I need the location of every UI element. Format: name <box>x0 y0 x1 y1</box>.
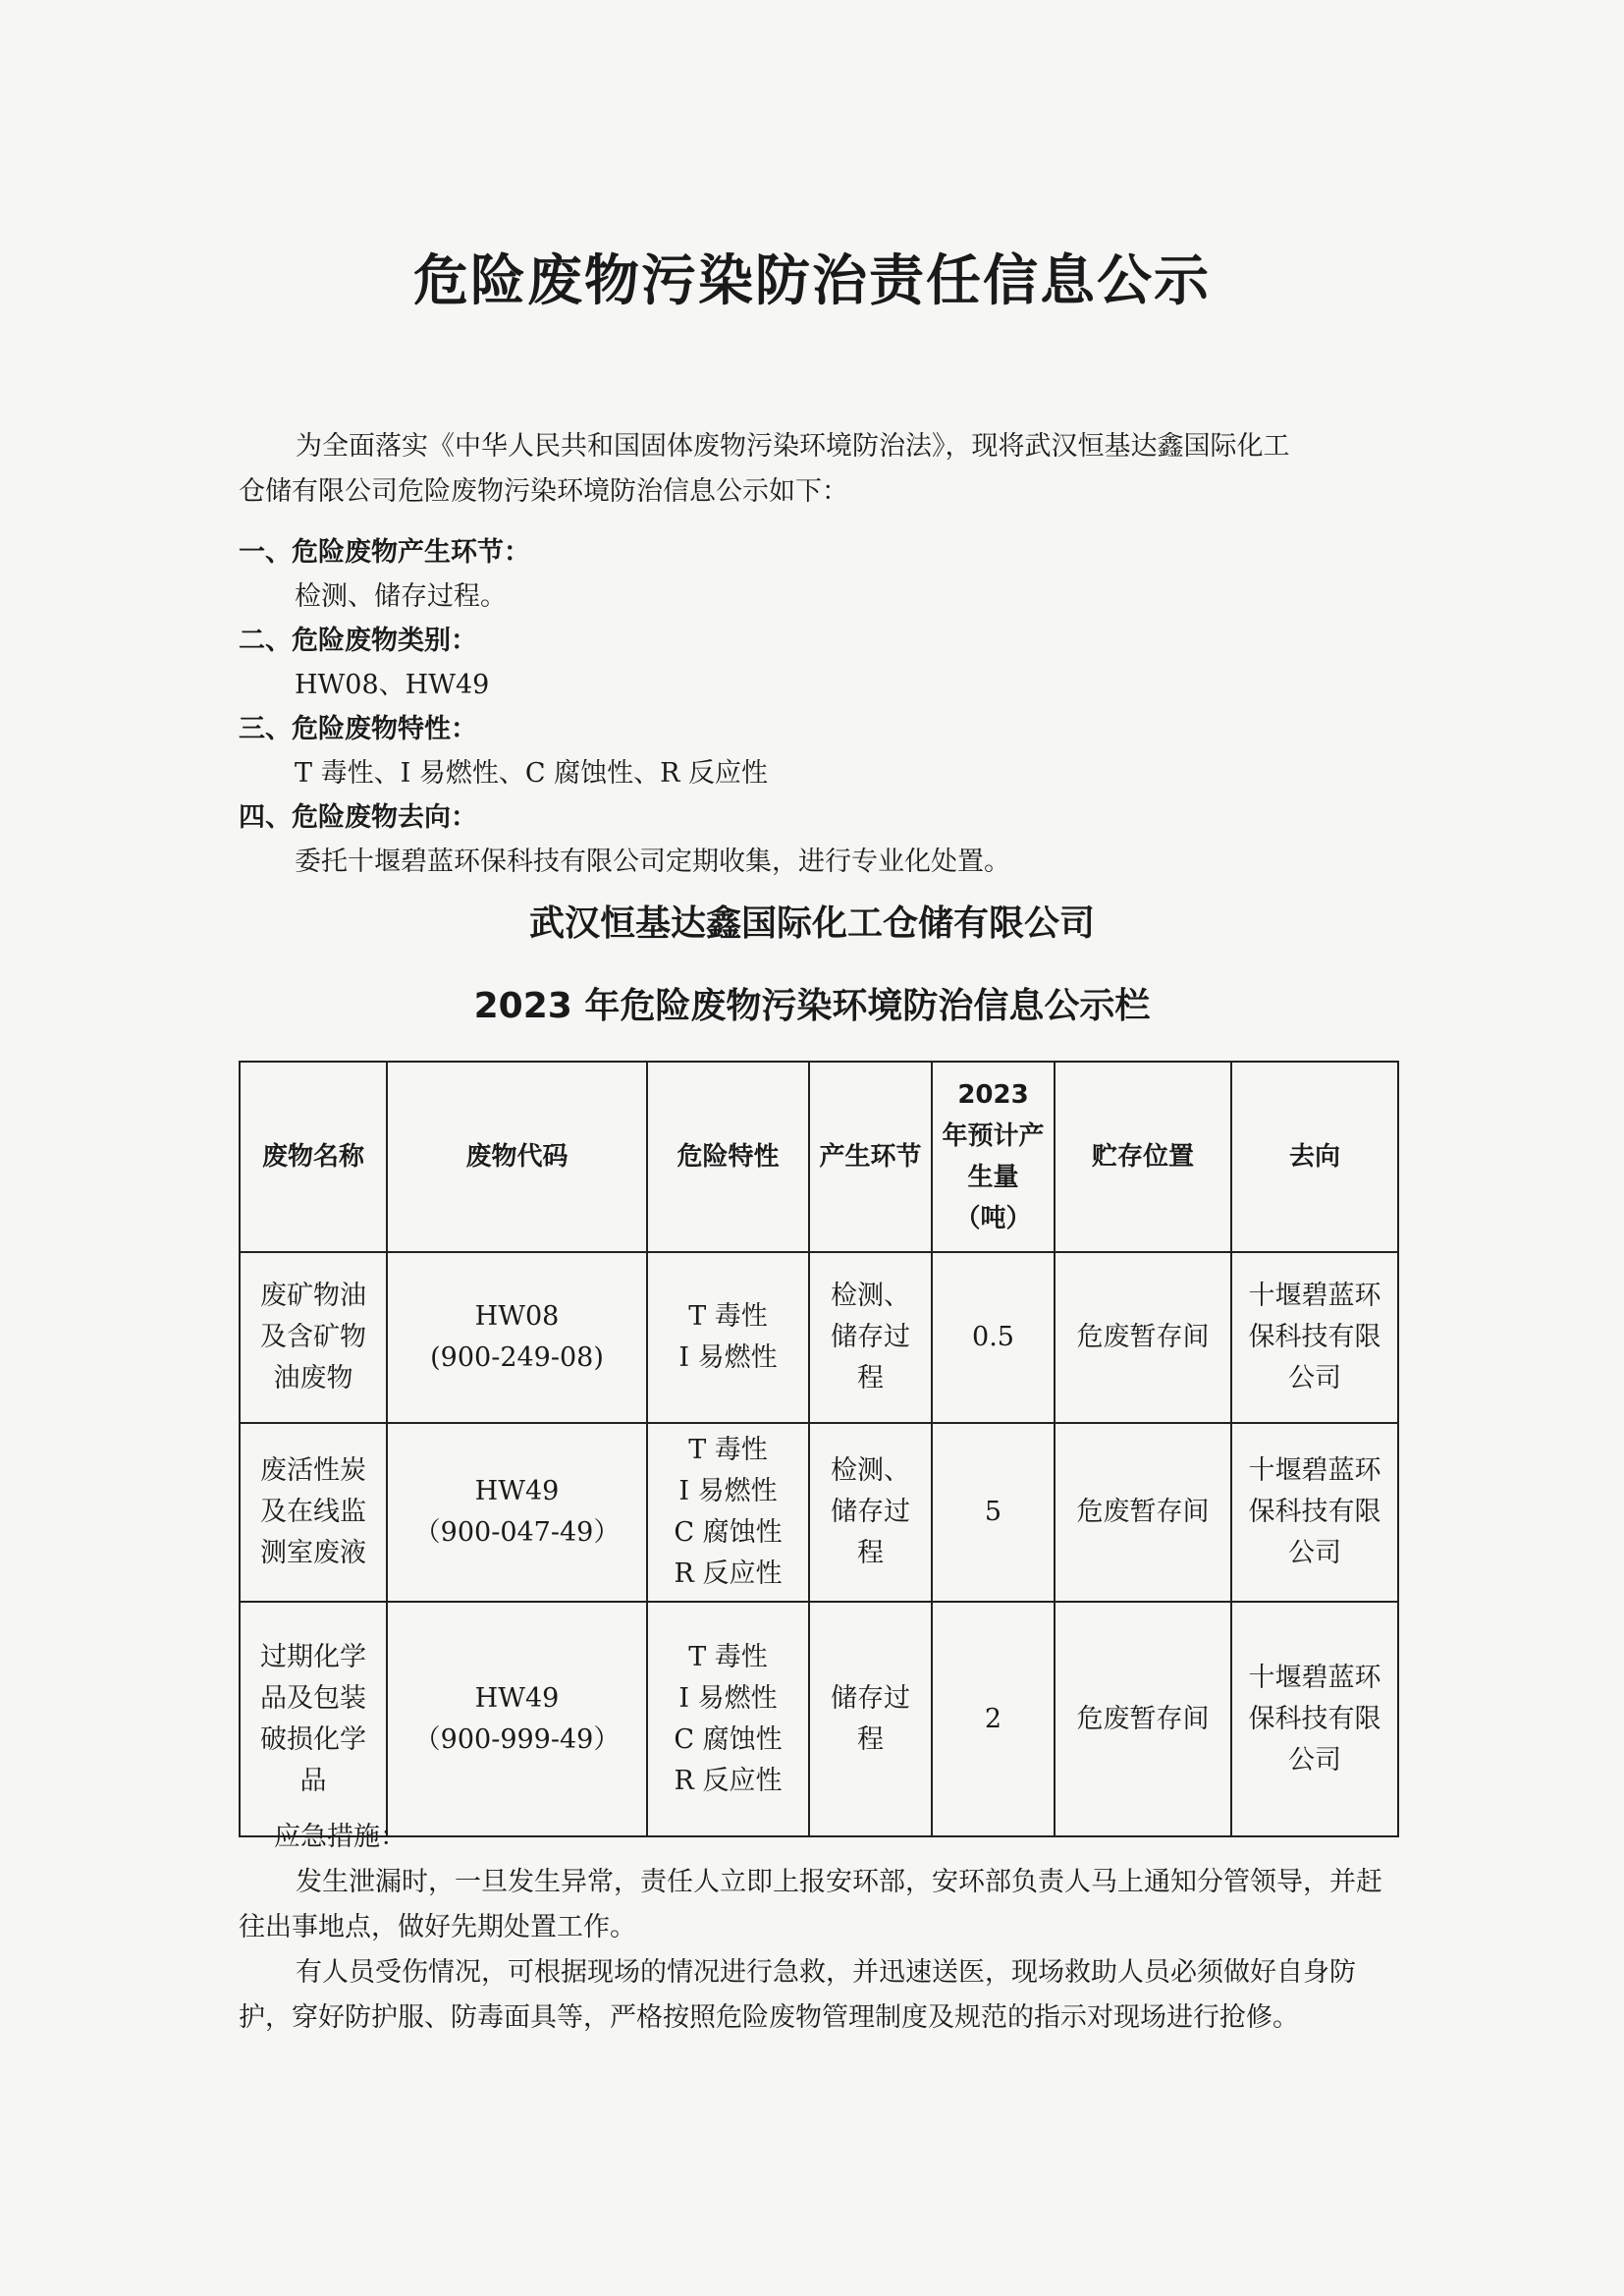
cell-amount: 5 <box>932 1423 1055 1602</box>
company-title: 武汉恒基达鑫国际化工仓储有限公司 <box>528 903 1095 944</box>
section-4-heading: 四、危险废物去向： <box>239 802 477 833</box>
section-2-heading: 二、危险废物类别： <box>239 626 477 656</box>
header-waste-name: 废物名称 <box>240 1062 387 1252</box>
waste-info-table <box>239 1061 1399 1837</box>
cell-storage: 危废暂存间 <box>1055 1252 1231 1423</box>
cell-destination: 十堰碧蓝环保科技有限公司 <box>1231 1423 1398 1602</box>
cell-storage: 危废暂存间 <box>1055 1602 1231 1836</box>
section-3-body: T 毒性、I 易燃性、C 腐蚀性、R 反应性 <box>295 758 768 789</box>
emergency-paragraph-1: 发生泄漏时，一旦发生异常，责任人立即上报安环部，安环部负责人马上通知分管领导，并赶往出事地点，做好先期处置工作。 <box>239 1867 1382 1942</box>
cell-storage: 危废暂存间 <box>1055 1423 1231 1602</box>
emergency-label: 应急措施： <box>274 1822 406 1852</box>
header-amount: 2023 年预计产生量（吨） <box>932 1062 1055 1252</box>
section-1-body: 检测、储存过程。 <box>295 581 507 612</box>
cell-hazard: T 毒性 I 易燃性 <box>647 1252 809 1423</box>
cell-waste-code <box>387 1602 647 1836</box>
table-row <box>240 1252 1398 1423</box>
code-sub: （900-999-49） <box>413 1723 621 1755</box>
emergency-measures <box>239 1815 1407 2041</box>
code-sub: (900-249-08) <box>430 1342 604 1373</box>
cell-destination: 十堰碧蓝环保科技有限公司 <box>1231 1252 1398 1423</box>
header-destination: 去向 <box>1231 1062 1398 1252</box>
cell-amount: 2 <box>932 1602 1055 1836</box>
intro-line-2: 仓储有限公司危险废物污染环境防治信息公示如下： <box>239 476 848 507</box>
cell-waste-code <box>387 1423 647 1602</box>
cell-waste-name: 过期化学品及包装破损化学品 <box>240 1602 387 1836</box>
table-row <box>240 1423 1398 1602</box>
cell-stage: 储存过程 <box>809 1602 932 1836</box>
cell-hazard: T 毒性 I 易燃性 C 腐蚀性 R 反应性 <box>647 1423 809 1602</box>
cell-stage: 检测、储存过程 <box>809 1423 932 1602</box>
cell-waste-name: 废矿物油及含矿物油废物 <box>240 1252 387 1423</box>
section-4-body: 委托十堰碧蓝环保科技有限公司定期收集，进行专业化处置。 <box>295 847 1010 877</box>
table-header-row <box>240 1062 1398 1252</box>
header-hazard: 危险特性 <box>647 1062 809 1252</box>
page-title: 危险废物污染防治责任信息公示 <box>413 249 1211 313</box>
cell-amount: 0.5 <box>932 1252 1055 1423</box>
section-2-body: HW08、HW49 <box>295 670 490 700</box>
section-1-heading: 一、危险废物产生环节： <box>239 537 530 568</box>
code-main: HW08 <box>474 1301 560 1332</box>
cell-hazard: T 毒性 I 易燃性 C 腐蚀性 R 反应性 <box>647 1602 809 1836</box>
intro-paragraph <box>239 424 1378 515</box>
code-main: HW49 <box>474 1476 560 1506</box>
section-3-heading: 三、危险废物特性： <box>239 714 477 744</box>
intro-line-1: 为全面落实《中华人民共和国固体废物污染环境防治法》，现将武汉恒基达鑫国际化工 <box>296 431 1290 462</box>
header-storage: 贮存位置 <box>1055 1062 1231 1252</box>
cell-waste-name: 废活性炭及在线监测室废液 <box>240 1423 387 1602</box>
cell-destination: 十堰碧蓝环保科技有限公司 <box>1231 1602 1398 1836</box>
emergency-paragraph-2: 有人员受伤情况，可根据现场的情况进行急救，并迅速送医，现场救助人员必须做好自身防护，穿好防护服、防毒面具等，严格按照危险废物管理制度及规范的指示对现场进行抢修。 <box>239 1957 1356 2033</box>
cell-stage: 检测、储存过程 <box>809 1252 932 1423</box>
header-stage: 产生环节 <box>809 1062 932 1252</box>
board-title: 2023 年危险废物污染环境防治信息公示栏 <box>473 986 1151 1026</box>
header-waste-code: 废物代码 <box>387 1062 647 1252</box>
code-sub: （900-047-49） <box>413 1517 621 1548</box>
table-row <box>240 1602 1398 1836</box>
code-main: HW49 <box>474 1682 560 1714</box>
cell-waste-code <box>387 1252 647 1423</box>
